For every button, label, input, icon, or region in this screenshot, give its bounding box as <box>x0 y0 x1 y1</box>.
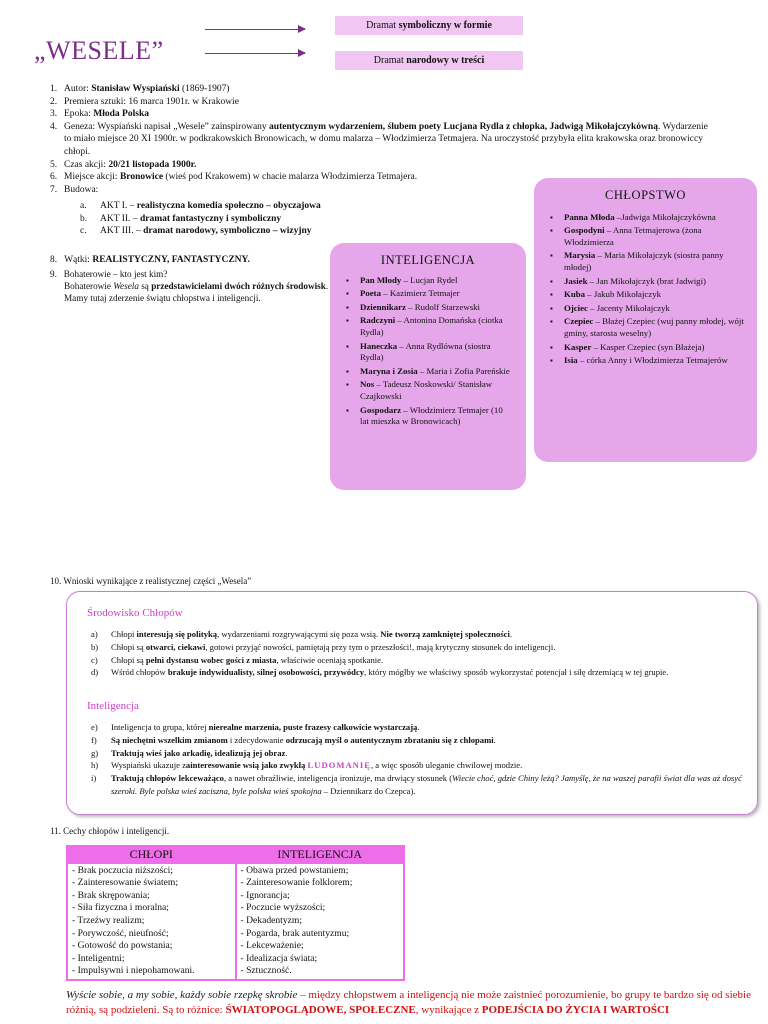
trait-item: - Lekceważenie; <box>240 940 304 952</box>
trait-item: - Sztuczność. <box>240 965 292 977</box>
conclusion-item: c) Chłopi są pełni dystansu wobec gości z miasta, właściwie oceniają spotkanie. <box>91 654 384 665</box>
text-run: . <box>509 629 513 639</box>
text-run: Inteligencja to grupa, której <box>111 722 209 732</box>
text-run: – Dziennikarz do Czepca). <box>321 785 416 796</box>
trait-item: - Pogarda, brak autentyzmu; <box>240 927 350 939</box>
list-item: 4. Geneza: Wyspiański napisał „Wesele” zainspirowany autentycznym wydarzeniem, ślubem poety Lucjana Rydla z chłopka, Jadwigą Mikołajczykówną. Wydarzenie to miało miejsce 20 XI 1900r. w podkrakowskich Bronowicach, w domu malarza – Włodzimierza Tetmajera. Na uroczystość przybyła elita krakowska oraz bronowiccy chłopi. <box>50 121 708 157</box>
conclusion-item: g) Traktują wieś jako arkadię, idealizują jej obraz. <box>91 747 288 758</box>
tag-symbolic: Dramat symboliczny w formie <box>335 16 523 35</box>
text-run: Młoda Polska <box>93 109 149 120</box>
trait-item: - Zainteresowanie folklorem; <box>240 877 353 889</box>
character-item: ▪ Kasper – Kasper Czepiec (syn Błażeja) <box>534 342 747 354</box>
text-run: nierealne marzenia, puste frazesy całkowicie wystarczają <box>208 722 418 732</box>
table-cell-inteligencja <box>236 863 405 980</box>
act-item: c. AKT III. – dramat narodowy, symboliczno – wizyjny <box>80 226 312 237</box>
text-run: , wydarzeniami rozgrywającymi się poza wsią. <box>217 629 381 639</box>
text-run: Bronowice <box>119 172 164 183</box>
trait-item: - Zainteresowanie światem; <box>72 877 179 889</box>
text-run: Chłopi <box>111 629 137 639</box>
text-run: Wśród chłopów <box>111 667 168 678</box>
text-run: Autor: <box>64 84 92 94</box>
text-run: odrzucają myśl o autentycznym zbrataniu się z chłopami <box>285 734 494 745</box>
text-run: Chłopi są <box>111 641 146 652</box>
item-10: 10. Wnioski wynikające z realistycznej części „Wesela” <box>50 576 252 586</box>
text-run: (1869-1907) <box>179 84 230 94</box>
text-run: Geneza: Wyspiański napisał „Wesele” zainspirowany <box>64 121 270 132</box>
conclusion-item: b) Chłopi są otwarci, ciekawi, gotowi przyjąć nowości, pamiętają przy tym o przeszłości!, mają krytyczny stosunek do inteligencji. <box>91 641 556 652</box>
character-item: ▪ Maryna i Zosia – Maria i Zofia Pareńskie <box>330 366 512 378</box>
text-run: Chłopi są <box>111 654 146 665</box>
act-item: a. AKT I. – realistyczna komedia społeczno – obyczajowa <box>80 201 321 211</box>
conclusions-frame <box>66 591 758 815</box>
document-title: „WESELE” <box>34 36 164 65</box>
text-run: . <box>417 722 420 732</box>
text-run: . Wydarzenie to miało miejsce 20 XI 1900r. w podkrakowskich Bronowicach, w domu malarza – Włodzimierza Tetmajera. Na uroczystość przybyła elita krakowska oraz bronowiccy chłopi. <box>64 121 708 157</box>
item-8: 8. Wątki: REALISTYCZNY, FANTASTYCZNY. <box>50 255 250 265</box>
trait-item: - Impulsywni i niepohamowani. <box>72 965 195 977</box>
inteligencja-panel-title: INTELIGENCJA <box>380 253 476 267</box>
tag-national: Dramat narodowy w treści <box>335 51 523 70</box>
text-run: otwarci, ciekawi <box>145 641 206 652</box>
table-header-chlopi: CHŁOPI <box>67 846 236 863</box>
character-item: ▪ Gospodyni – Anna Tetmajerowa (żona Włodzimierza <box>534 225 747 248</box>
text-run: , a więc sposób uleganie chwilowej modzie. <box>370 760 523 771</box>
list-item: 1. Autor: Stanisław Wyspiański (1869-1907) <box>50 84 230 94</box>
trait-item: - Brak skrępowania; <box>72 889 150 901</box>
conclusion-item: h) Wyspiański ukazuje zainteresowanie wsią jako zwykłą LUDOMANIĘ, a więc sposób uleganie chwilowej modzie. <box>91 760 523 771</box>
conclusion-item: d) Wśród chłopów brakuje indywidualisty, silnej osobowości, przywódcy, który mógłby we właściwy sposób wykorzystać potencjał i siłę drzemiącą w tej grupie. <box>91 667 669 678</box>
list-item: 7. Budowa: <box>50 184 99 195</box>
text-run: , a nawet obraźliwie, inteligencja ironizuje, ma drwiący stosunek ( <box>223 773 453 784</box>
trait-item: - Dekadentyzm; <box>240 914 303 926</box>
text-run: Są niechętni wszelkim zmianom <box>111 734 228 745</box>
list-item: 5. Czas akcji: 20/21 listopada 1900r. <box>50 159 197 170</box>
trait-item: - Obawa przed powstaniem; <box>240 864 349 876</box>
character-item: ▪ Kuba – Jakub Mikołajczyk <box>534 289 747 301</box>
text-run: Czas akcji: <box>64 159 109 170</box>
conclusion-item: a) Chłopi interesują się polityką, wydarzeniami rozgrywającymi się poza wsią. Nie tworzą zamkniętej społeczności. <box>91 629 513 639</box>
character-item: ▪ Isia – córka Anny i Włodzimierza Tetmajerów <box>534 355 747 367</box>
text-run: Traktują wieś jako arkadię, idealizują jej obraz <box>111 747 286 758</box>
chlopstwo-panel <box>534 178 757 462</box>
character-item: ▪ Ojciec – Jacenty Mikołajczyk <box>534 303 747 315</box>
conclusion-item: e) Inteligencja to grupa, której nierealne marzenia, puste frazesy całkowicie wystarczają. <box>91 722 420 732</box>
summary-paragraph: Wyście sobie, a my sobie, każdy sobie rzepkę skrobie – między chłopstwem a inteligencją nie może zaistnieć porozumienie, bo grupy te bardzo się od siebie różnią, są podzieleni. Są to różnice: ŚWIATOPOGLĄDOWE, SPOŁECZNE, wynikające z PODEJŚCIA DO ŻYCIA I WARTOŚCI <box>66 989 751 1016</box>
text-run: autentycznym wydarzeniem, ślubem poety Lucjana Rydla z chłopka, Jadwigą Mikołajczykówną <box>269 121 658 132</box>
acts-list <box>50 200 370 238</box>
text-run: 20/21 listopada 1900r. <box>108 159 197 170</box>
text-run: interesują się polityką <box>136 629 218 639</box>
text-run: Premiera sztuki: 16 marca 1901r. w Krakowie <box>64 96 239 107</box>
comparison-table <box>66 845 405 981</box>
inteligencja-heading: Inteligencja <box>87 700 139 712</box>
text-run: . <box>285 747 288 758</box>
list-item: 2. Premiera sztuki: 16 marca 1901r. w Krakowie <box>50 96 239 107</box>
text-run: ainteresowanie wsią jako zwykłą <box>185 760 308 771</box>
text-run: Wyspiański ukazuje z <box>111 760 186 771</box>
item-9: 9. Bohaterowie – kto jest kim? Bohaterowie Wesela są przedstawicielami dwóch różnych środowisk. Mamy tutaj zderzenie świątu chłopstwa i inteligencji. <box>50 269 329 304</box>
character-item: ▪ Radczyni – Antonina Domańska (ciotka Rydla) <box>330 315 512 338</box>
trait-item: - Ignorancja; <box>240 889 290 901</box>
trait-item: - Gotowość do powstania; <box>72 940 173 952</box>
trait-item: - Poczucie wyższości; <box>240 902 326 914</box>
character-item: ▪ Poeta – Kazimierz Tetmajer <box>330 288 512 300</box>
text-run: brakuje indywidualisty, silnej osobowości, przywódcy <box>167 667 365 678</box>
trait-item: - Idealizacja świata; <box>240 952 318 964</box>
srodowisko-heading: Środowisko Chłopów <box>87 607 183 619</box>
character-item: ▪ Haneczka – Anna Rydlówna (siostra Rydla) <box>330 341 512 364</box>
trait-item: - Siła fizyczna i moralna; <box>72 902 169 914</box>
table-cell-chlopi <box>67 863 236 980</box>
text-run: , właściwie oceniają spotkanie. <box>276 654 384 665</box>
item-11: 11. Cechy chłopów i inteligencji. <box>50 826 170 836</box>
list-item: 3. Epoka: Młoda Polska <box>50 109 149 120</box>
character-item: ▪ Czepiec – Błażej Czepiec (wuj panny młodej, wójt gminy, starosta weselny) <box>534 316 747 339</box>
text-run: LUDOMANIĘ <box>307 760 371 771</box>
arrow-to-tag-1 <box>205 29 305 30</box>
character-item: ▪ Pan Młody – Lucjan Rydel <box>330 275 512 287</box>
text-run: . <box>493 734 496 745</box>
text-run: , który mógłby we właściwy sposób wykorzystać potencjał i siłę drzemiącą w tej grupie. <box>364 667 669 678</box>
character-item: ▪ Marysia – Maria Mikołajczyk (siostra panny młodej) <box>534 250 747 273</box>
act-item: b. AKT II. – dramat fantastyczny i symboliczny <box>80 213 282 224</box>
text-run: Nie tworzą zamkniętej społeczności <box>380 629 510 639</box>
trait-item: - Inteligentni; <box>72 952 125 964</box>
text-run: Epoka: <box>64 109 94 120</box>
text-run: Traktują chłopów lekceważąco <box>111 773 224 784</box>
text-run: pełni dystansu wobec gości z miasta <box>145 654 277 665</box>
conclusion-item: i) Traktują chłopów lekceważąco, a nawet obraźliwie, inteligencja ironizuje, ma drwiący stosunek (Wiecie choć, gdzie Chiny leżą? Jamyślę, że na waszej parafii świat dla was aż dosyć szeroki. Byle polska wieś zaciszna, byle polska wieś spokojna – Dziennikarz do Czepca). <box>91 773 742 796</box>
list-item: 6. Miejsce akcji: Bronowice (wieś pod Krakowem) w chacie malarza Włodzimierza Tetmajera. <box>50 172 418 183</box>
arrow-to-tag-2 <box>205 53 305 54</box>
character-item: ▪ Gospodarz – Włodzimierz Tetmajer (10 lat mieszka w Bronowicach) <box>330 405 512 428</box>
character-item: ▪ Jasiek – Jan Mikołajczyk (brat Jadwigi) <box>534 276 747 288</box>
character-item: ▪ Nos – Tadeusz Noskowski/ Stanisław Czajkowski <box>330 379 512 402</box>
text-run: Wiecie choć, gdzie Chiny leżą? Jamyślę, że na waszej parafii świat dla was aż dosyć szeroki. Byle polska wieś zaciszna, byle polska wieś spokojna <box>111 773 742 796</box>
conclusion-item: f) Są niechętni wszelkim zmianom i zdecydowanie odrzucają myśl o autentycznym zbrataniu się z chłopami. <box>91 734 496 745</box>
trait-item: - Trzeźwy realizm; <box>72 914 145 926</box>
inteligencja-panel <box>330 243 526 490</box>
table-header-inteligencja: INTELIGENCJA <box>236 846 405 863</box>
text-run: Budowa: <box>64 184 99 195</box>
character-item: ▪ Panna Młoda –Jadwiga Mikołajczykówna <box>534 212 747 224</box>
character-item: ▪ Dziennikarz – Rudolf Starzewski <box>330 302 512 314</box>
trait-item: - Brak poczucia niższości; <box>72 864 173 876</box>
text-run: , gotowi przyjąć nowości, pamiętają przy tym o przeszłości!, mają krytyczny stosunek do inteligencji. <box>205 641 556 652</box>
text-run: Miejsce akcji: <box>64 172 120 183</box>
text-run: i zdecydowanie <box>227 734 286 745</box>
text-run: (wieś pod Krakowem) w chacie malarza Włodzimierza Tetmajera. <box>163 172 418 183</box>
text-run: Stanisław Wyspiański <box>91 84 180 94</box>
trait-item: - Porywczość, nieufność; <box>72 927 169 939</box>
chlopstwo-panel-title: CHŁOPSTWO <box>605 188 686 202</box>
